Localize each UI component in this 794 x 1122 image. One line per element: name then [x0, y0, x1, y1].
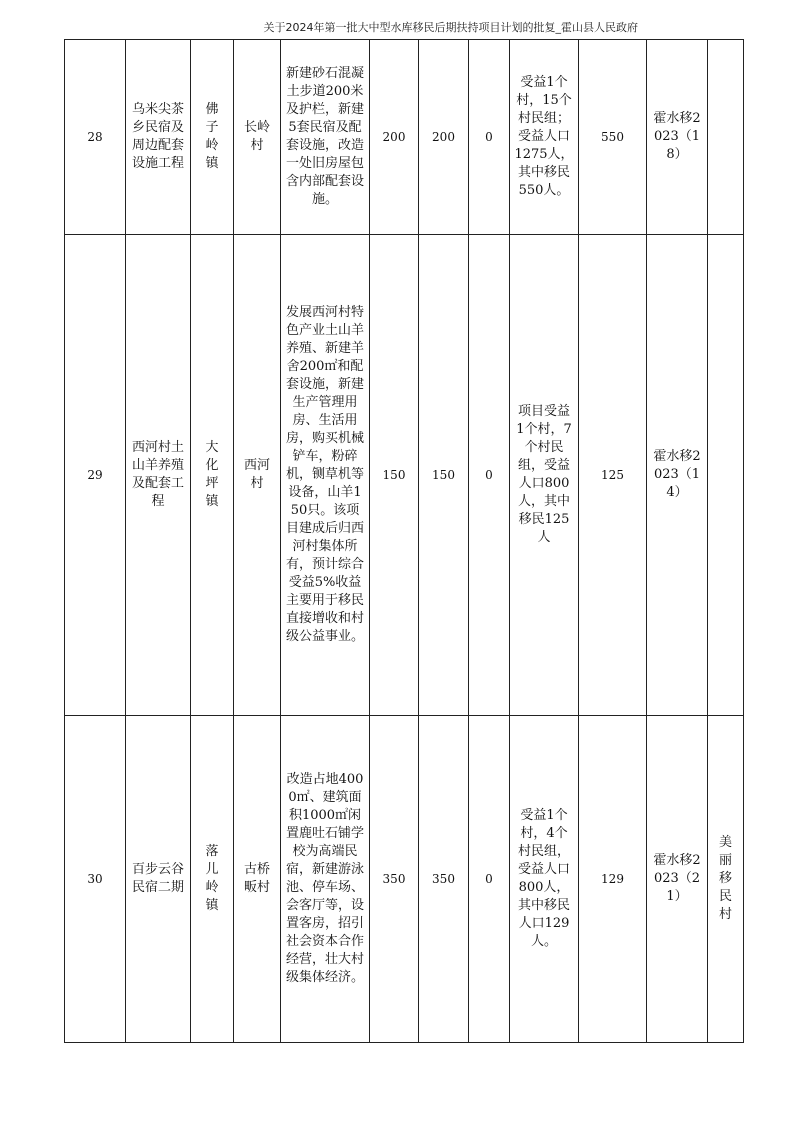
total-investment: 150: [370, 235, 419, 716]
row-number: 28: [65, 40, 126, 235]
town: 落儿岭镇: [191, 716, 234, 1043]
other-fund: 0: [469, 40, 510, 235]
migrant-count: 129: [579, 716, 647, 1043]
table-row: [65, 235, 744, 716]
construction-content: 新建砂石混凝土步道200米及护栏，新建5套民宿及配套设施，改造一处旧房屋包含内部配套设施。: [281, 40, 370, 235]
total-investment: 350: [370, 716, 419, 1043]
table-row: [65, 40, 744, 235]
benefit-description: 受益1个村，15个村民组；受益人口1275人，其中移民550人。: [510, 40, 579, 235]
remark: [708, 235, 744, 716]
migrant-count: 125: [579, 235, 647, 716]
remark: [708, 40, 744, 235]
project-name: 百步云谷民宿二期: [126, 716, 191, 1043]
table-row: [65, 716, 744, 1043]
support-fund: 150: [419, 235, 469, 716]
document-number: 霍水移2023（18）: [647, 40, 708, 235]
village: 古桥畈村: [234, 716, 281, 1043]
row-number: 29: [65, 235, 126, 716]
benefit-description: 受益1个村，4个村民组，受益人口800人，其中移民人口129人。: [510, 716, 579, 1043]
support-fund: 350: [419, 716, 469, 1043]
town: 大化坪镇: [191, 235, 234, 716]
page-header: [0, 19, 794, 35]
project-name: 乌米尖茶乡民宿及周边配套设施工程: [126, 40, 191, 235]
document-number: 霍水移2023（14）: [647, 235, 708, 716]
other-fund: 0: [469, 235, 510, 716]
construction-content: 发展西河村特色产业土山羊养殖、新建羊舍200㎡和配套设施，新建生产管理用房、生活用房，购买机械铲车，粉碎机，铡草机等设备，山羊150只。该项目建成后归西河村集体所有，预计综合受益5%收益主要用于移民直接增收和村级公益事业。: [281, 235, 370, 716]
village: 西河村: [234, 235, 281, 716]
project-table: [64, 39, 744, 1043]
support-fund: 200: [419, 40, 469, 235]
village: 长岭村: [234, 40, 281, 235]
migrant-count: 550: [579, 40, 647, 235]
header-title: 关于2024年第一批大中型水库移民后期扶持项目计划的批复_霍山县人民政府: [263, 21, 638, 34]
town: 佛子岭镇: [191, 40, 234, 235]
project-name: 西河村土山羊养殖及配套工程: [126, 235, 191, 716]
construction-content: 改造占地4000㎡、建筑面积1000㎡闲置鹿吐石铺学校为高端民宿，新建游泳池、停车场、会客厅等，设置客房，招引社会资本合作经营，壮大村级集体经济。: [281, 716, 370, 1043]
row-number: 30: [65, 716, 126, 1043]
total-investment: 200: [370, 40, 419, 235]
remark: 美丽移民村: [708, 716, 744, 1043]
other-fund: 0: [469, 716, 510, 1043]
benefit-description: 项目受益1个村，7个村民组，受益人口800人，其中移民125人: [510, 235, 579, 716]
document-number: 霍水移2023（21）: [647, 716, 708, 1043]
